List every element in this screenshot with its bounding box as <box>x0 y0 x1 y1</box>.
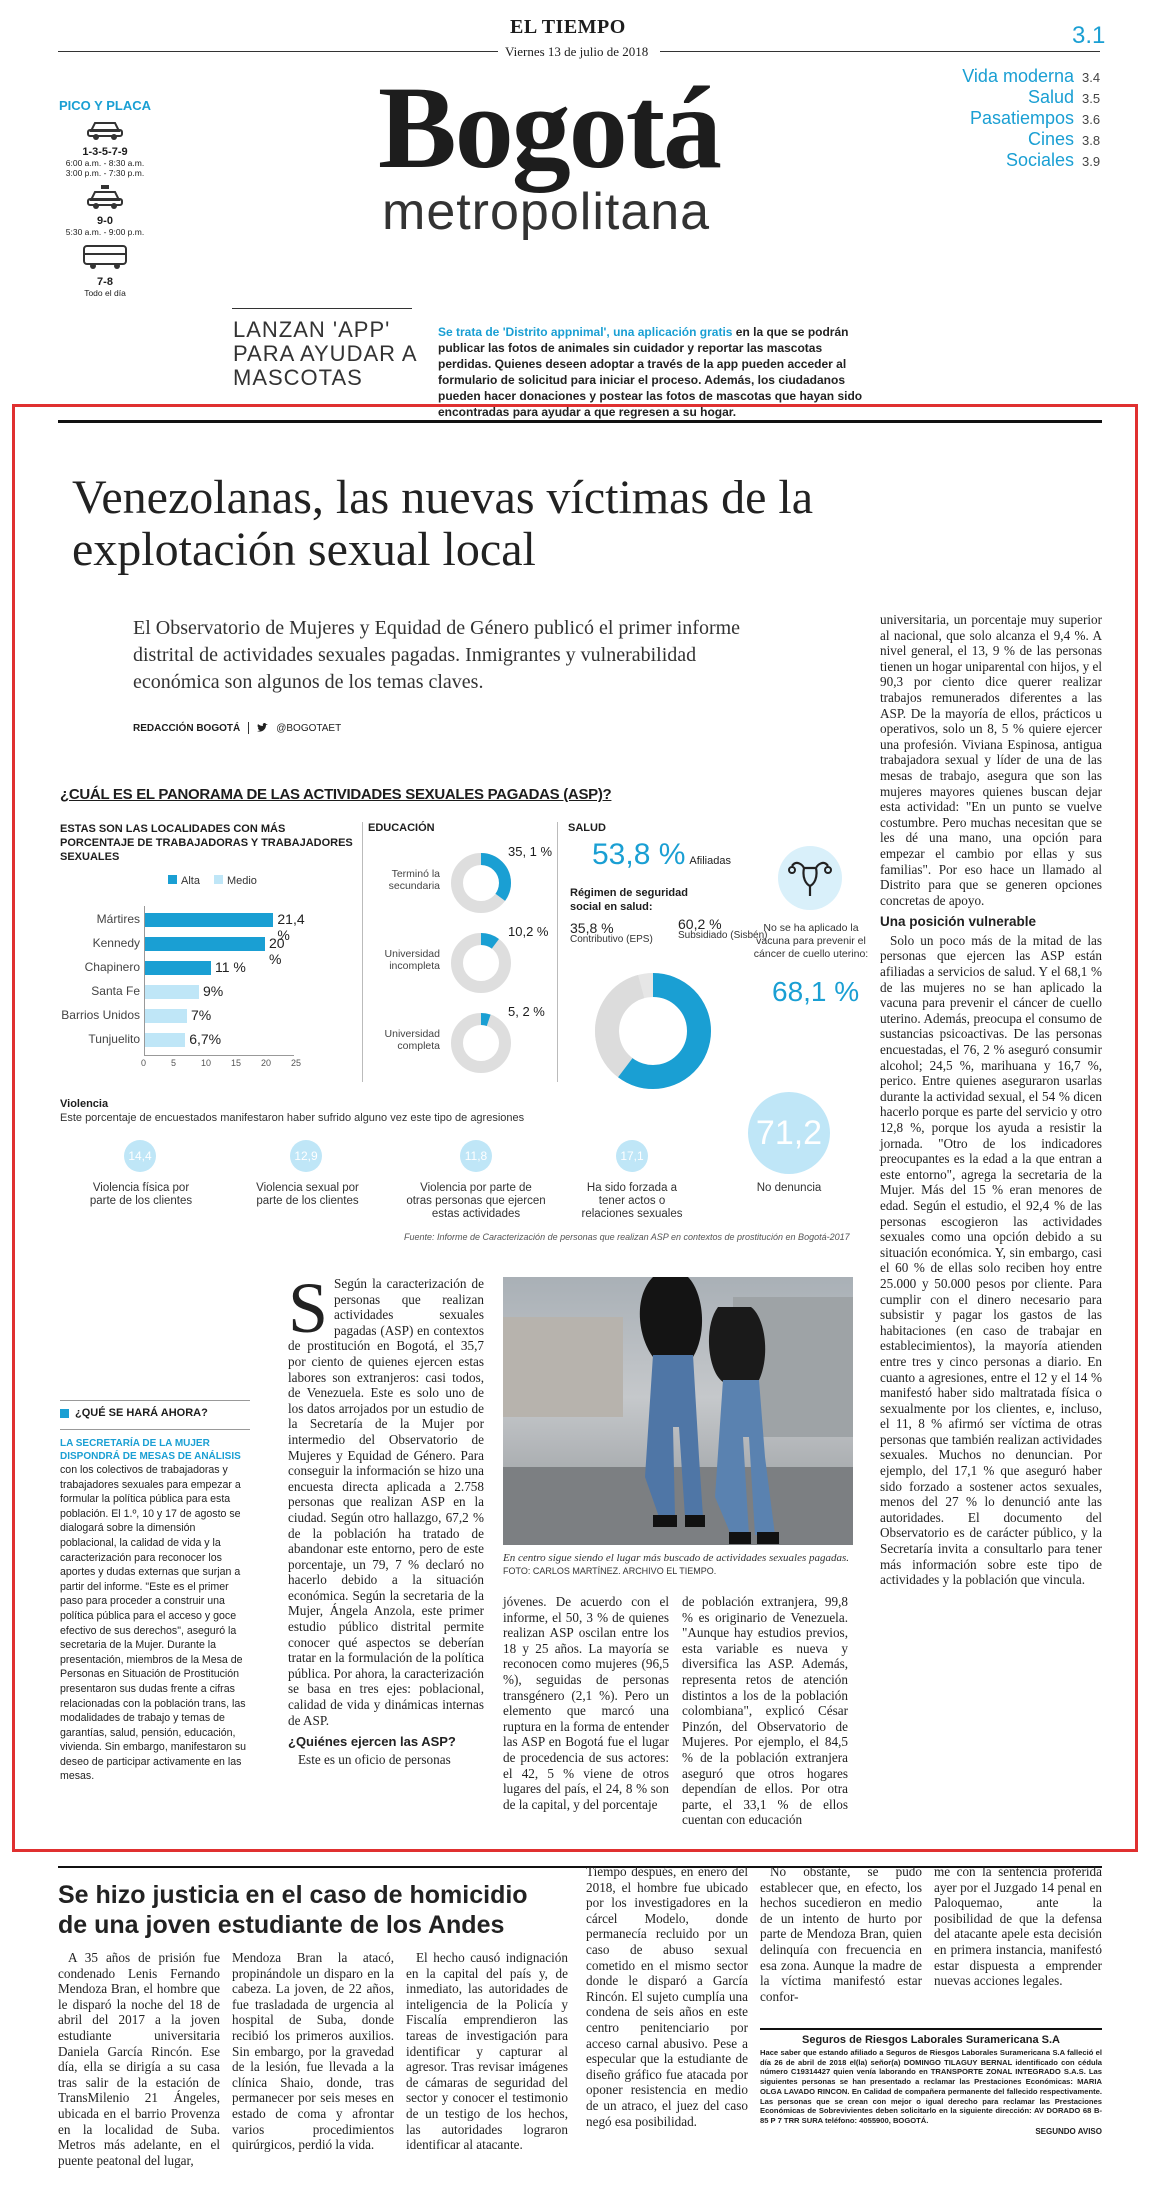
violence-circle <box>616 1140 648 1172</box>
index-item[interactable] <box>900 129 1110 150</box>
teaser-rest: en la que se podrán publicar las fotos de animales sin cuidador y reportar las mascotas perdidas. Quienes deseen adoptar a través de la app pueden acceder al formulario de solicitud para iniciar el proceso. Además, los ciudadanos pueden hacer donaciones y postear las fotos de mascotas que hayan sido encontradas para ayudar a que regresen a su hogar. <box>438 325 863 419</box>
violence-label: Violencia por parte de otras personas que ejercen estas actividades <box>406 1182 546 1220</box>
bar <box>145 937 265 951</box>
bus-hours: Todo el día <box>84 288 126 298</box>
contributivo-label: Contributivo (EPS) <box>570 934 653 945</box>
photo-credit: FOTO: CARLOS MARTÍNEZ. ARCHIVO EL TIEMPO. <box>503 1566 717 1576</box>
index-page: 3.5 <box>1082 91 1101 106</box>
sidebar-title: ¿QUÉ SE HARÁ AHORA? <box>75 1407 208 1419</box>
violence-label: No denuncia <box>756 1182 822 1194</box>
education-category-label: Universidad completa <box>384 1028 440 1052</box>
vacuna-value: 68,1 % <box>772 976 860 1007</box>
violence-value: 11,8 <box>464 1149 488 1163</box>
body-a2-text: Este es un oficio de personas <box>298 1751 451 1767</box>
bar-category-label: Tunjuelito <box>88 1032 140 1046</box>
violence-label: Violencia sexual por parte de los clientes <box>256 1182 359 1207</box>
taxi-plates: 9-0 <box>97 215 113 227</box>
story-col4-text: Tiempo después, en enero del 2018, el hombre fue ubicado por los investigadores en la cárcel Modelo, donde permanecía recluido por un caso de abuso sexual cometido en el mismo sector donde le disparó a García Rincón. El sujeto cumplía una condena de seis años en este centro penitenciario por acceso carnal abusivo. Pese a especular que la estudiante de diseño gráfico fue atacada por oponer resistencia en medio de un atraco, el juez del caso negó esa posibilidad. <box>586 1864 748 2129</box>
violencia-subtitle: Este porcentaje de encuestados manifestaron haber sufrido alguno vez este tipo de agresiones <box>60 1112 525 1124</box>
story-col2-text: Mendoza Bran la atacó, propinándole un disparo en la cabeza. La joven, de 22 años, fue trasladada de urgencia al hospital de Suba, donde recibió los primeros auxilios. Sin embargo, por la gravedad de la lesión, fue llevada a la clínica Shaio, donde, tras permanecer por seis meses en estado de coma y afrontar varios procedimientos quirúrgicos, perdió la vida. <box>232 1950 394 2153</box>
bar-value-label: 11 % <box>215 959 246 975</box>
index-item[interactable] <box>900 108 1110 129</box>
story-col6-text: me con la sentencia proferida ayer por el Juzgado 14 penal en Paloquemao, ante la posibilidad de que la defensa del atacante apele esta decisión en primera instancia, manifestó estar dispuesta a emprender nuevas acciones legales. <box>934 1864 1102 1989</box>
photo-caption <box>503 1552 853 1578</box>
infographic-title: ¿CUÁL ES EL PANORAMA DE LAS ACTIVIDADES SEXUALES PAGADAS (ASP)? <box>60 786 612 803</box>
donut-track <box>457 1019 505 1067</box>
body-d2-text: Solo un poco más de la mitad de las personas que ejercen las ASP están afiliadas a servicios de salud. Y el 68,1 % de las mujeres no se han aplicado la vacuna para prevenir el cáncer de cuello uterino. Además, preocupa el consumo de sustancias psicoactivas. De las personas encuestadas, el 76, 2 % aseguró consumir alcohol; 24,5 %, marihuana y 16,7 %, perico. Entre quienes aseguraron usarlas durante la actividad sexual, el 54 % dicen hacerlo porque es parte del servicio y otro 12,8 %, porque los ayuda a resistir la jornada. "Otro de los indicadores preocupantes es la edad a la que entran a este entorno", agrega la secretaria de la Mujer. Más del 15 % eran menores de edad. Según el estudio, el 92,4 % de las personas escogieron las actividades sexuales como una opción debido a su situación económica. Y, sin embargo, casi el 60 % de ellas solo reciben hoy entre 25.000 y 50.000 pesos por cliente. Para cumplir con el dinero necesario para subsistir y pagar los gastos de las habitaciones (en caso de trabajar en establecimientos), la mayoría atienden entre tres y cinco personas a diario. En cuanto a agresiones, entre el 12 y el 14 % manifestó haber sido maltratada física o sexualmente por los clientes, e, incluso, el 11, 8 % afirmó ser víctima de otras personas que también realizan actividades sexuales. Muchos no denuncian. Por ejemplo, del 17,1 % que aseguró haber sido forzado a sostener actos sexuales, menos del 27 % lo denunció ante las autoridades. El documento del Observatorio es de carácter público, y la Secretaría invita a consultarlo para tener más información sobre este tipo de actividades y la población que vincula. <box>880 932 1102 1588</box>
violence-circle <box>124 1140 156 1172</box>
taxi-icon <box>85 184 125 210</box>
bar-category-label: Barrios Unidos <box>61 1008 140 1022</box>
bar-value-label: 21,4 % <box>277 911 305 943</box>
bar-plot-area <box>144 906 305 1056</box>
bar <box>145 913 273 927</box>
bar-value-label: 20 % <box>269 935 285 967</box>
photo <box>503 1277 853 1545</box>
article-deck: El Observatorio de Mujeres y Equidad de Género publicó el primer informe distrital de actividades sexuales pagadas. Inmigrantes y vulnerabilidad económica son algunos de los temas claves. <box>133 617 741 693</box>
regimen-title: Régimen de seguridad social en salud: <box>570 887 688 913</box>
bar <box>145 961 211 975</box>
story-column-6 <box>934 1864 1102 1991</box>
x-tick-label: 10 <box>201 1058 212 1068</box>
education-category-label: Universidad incompleta <box>384 948 440 972</box>
second-story-headline: Se hizo justicia en el caso de homicidio de una joven estudiante de los Andes <box>58 1881 528 1939</box>
sidebar <box>60 1400 250 1784</box>
index-page: 3.8 <box>1082 133 1101 148</box>
legend-high-label: Alta <box>181 875 200 887</box>
subsidiado-label: Subsidiado (Sisbén) <box>678 930 768 941</box>
byline <box>133 722 341 734</box>
story-column-2 <box>232 1950 394 2155</box>
index-page: 3.9 <box>1082 154 1101 169</box>
sidebar-body: con los colectivos de trabajadoras y trabajadores sexuales para empezar a formular la política pública para esta población. El 1.º, 10 y 17 de agosto se dialogará sobre la dimensión poblacional, la calidad de vida y la caracterización para reconocer los aportes y dudas externas que surjan a partir del informe. "Este es el primer paso para proceder a construir una política pública para el acceso y goce efectivo de sus derechos", aseguró la secretaria de la Mujer. Durante la presentación, miembros de la Mesa de Personas en Situación de Prostitución presentaron sus dudas frente a cifras relacionadas con la población trans, las modalidades de trabajo y temas de garantías, salud, pensión, educación, vivienda. Sin embargo, manifestaron su deseo de participar activamente en las mesas. <box>60 1464 247 1783</box>
education-donut <box>448 1010 514 1076</box>
teaser-headline: LANZAN 'APP' PARA AYUDAR A MASCOTAS <box>233 317 417 390</box>
car-icon <box>85 117 125 141</box>
subhead-d: Una posición vulnerable <box>880 914 1037 930</box>
violence-label: Ha sido forzada a tener actos o relaciones sexuales <box>581 1182 683 1220</box>
afiliadas <box>592 838 731 872</box>
byline-handle: @BOGOTAET <box>276 722 342 734</box>
teaser-lead: Se trata de 'Distrito appnimal', una aplicación gratis <box>438 325 733 339</box>
paper-name: EL TIEMPO <box>510 16 626 38</box>
sidebar-lead: LA SECRETARÍA DE LA MUJER DISPONDRÁ DE MESAS DE ANÁLISIS <box>60 1429 250 1463</box>
infographic-source: Fuente: Informe de Caracterización de personas que realizan ASP en contextos de prostitución en Bogotá-2017 <box>404 1232 850 1242</box>
story-column-3 <box>406 1950 568 2155</box>
education-donuts <box>362 838 557 1078</box>
index-item[interactable] <box>900 150 1110 171</box>
index-label: Sociales <box>1005 150 1074 170</box>
salud-title: SALUD <box>568 822 606 834</box>
x-tick-label: 15 <box>231 1058 242 1068</box>
index-label: Salud <box>1027 87 1074 107</box>
page-number: 3.1 <box>1072 22 1106 49</box>
uterus-icon-bg <box>778 846 842 910</box>
x-tick-label: 5 <box>171 1058 177 1068</box>
body-column-a <box>288 1268 484 1767</box>
bar-value-label: 7% <box>191 1007 212 1023</box>
donut-track <box>457 939 505 987</box>
story-col1-text: A 35 años de prisión fue condenado Lenis Fernando Mendoza Bran, el hombre que le disparó la noche del 18 de abril del 2017 a la joven estudiante universitaria Daniela García Rincón. Ese día, ella se dirigía a su casa tras salir de la estación de TransMilenio 21 Ángeles, ubicada en el barrio Provenza en la localidad de Suba. Metros más adelante, en el puente peatonal del lugar, <box>58 1950 220 2168</box>
bar-category-label: Kennedy <box>92 936 140 950</box>
violence-value: 14,4 <box>128 1149 152 1163</box>
contributivo <box>570 922 660 946</box>
masthead-rule-right <box>660 51 1100 52</box>
x-tick-label: 20 <box>261 1058 272 1068</box>
legend-mid <box>214 875 257 887</box>
legend-mid-label: Medio <box>226 875 257 887</box>
violence-circle <box>460 1140 492 1172</box>
index-page: 3.4 <box>1082 70 1101 85</box>
pico-placa-box <box>50 98 160 298</box>
bar <box>145 1009 187 1023</box>
article-top-rule <box>58 420 1102 423</box>
index-label: Vida moderna <box>962 66 1074 86</box>
uterus-icon <box>788 858 832 898</box>
violence-circle <box>748 1092 830 1174</box>
subsidiado-value: 60,2 % <box>678 916 722 932</box>
section-subtitle: metropolitana <box>382 183 711 241</box>
story-col5-text: No obstante, se pudo establecer que, en efecto, los hechos sucedieron en medio de un intento de hurto por parte de Mendoza Bran, quien delinquía con frecuencia en esa zona. Aunque la madre de la víctima manifestó estar confor- <box>760 1864 922 2004</box>
bus-plates: 7-8 <box>97 276 113 288</box>
violence-value: 17,1 <box>620 1149 644 1163</box>
education-value-label: 5, 2 % <box>508 1004 545 1019</box>
bar-category-label: Chapinero <box>84 960 140 974</box>
masthead-rule-left <box>58 51 498 52</box>
teaser-rule <box>232 308 412 309</box>
twitter-icon <box>257 723 268 733</box>
localidades-title: ESTAS SON LAS LOCALIDADES CON MÁS PORCENTAJE DE TRABAJADORAS Y TRABAJADORES SEXUALES <box>60 823 353 863</box>
issue-date: Viernes 13 de julio de 2018 <box>505 44 649 59</box>
car-plates: 1-3-5-7-9 <box>82 146 128 158</box>
body-a-text: Según la caracterización de personas que realizan actividades sexuales pagadas (ASP) en contextos de prostitución en Bogotá, el 35,7 por ciento de quienes ejercen estas labores son extranjeros: casi todos, de Venezuela. Este es solo uno de los datos arrojados por un estudio de la Secretaría de la Mujer por intermedio del Observatorio de Mujeres y Equidad de Género. Para conseguir la información se hizo una encuesta directa aplicada a 2.758 personas que realizan ASP en la ciudad. Según otro hallazgo, 67,2 % de la población ha tratado de abandonar este entorno, pero de este porcentaje, un 79, 7 % declaró no hacerlo debido a la situación económica. Según la secretaria de la Mujer, Ángela Anzola, este primer estudio público distrital permite conocer qué aspectos se deberían tratar en la formulación de la política pública. Por ahora, la caracterización se basa en tres ejes: poblacional, calidad de vida y dinámicas internas de ASP. <box>288 1276 484 1728</box>
photo-caption-text: En centro sigue siendo el lugar más buscado de actividades sexuales pagadas. <box>503 1552 850 1564</box>
education-value-label: 10,2 % <box>508 924 549 939</box>
afiliadas-label: Afiliadas <box>689 855 731 867</box>
legend-high <box>168 875 200 887</box>
drop-cap: S <box>288 1268 329 1348</box>
regimen-donut <box>588 966 718 1096</box>
violence-value: 71,2 <box>755 1113 823 1152</box>
index-page: 3.6 <box>1082 112 1101 127</box>
body-d-text: universitaria, un porcentaje muy superior al nacional, que solo alcanza el 9,4 %. A nivel general, el 13, 9 % de las personas tienen un hogar uniparental con hijos, y el 90,3 por ciento dice querer realizar trabajos remunerados diferentes a las ASP. De la mayoría de ellos, prácticos u operativos, solo un 8, 5 % quiere ejercer una profesión. Viviana Espinosa, antigua trabajadora sexual y líder de una de las mesas de trabajo, asegura que son las mujeres mayores quienes buscan dejar esta actividad: "En un punto se vuelve costumbre. Pero muchas necesitan que se les dé una mano, una opción para empezar el cambio por ellas y sus familias". Por eso hace un llamado al Distrito para que se generen opciones concretas de apoyo. <box>880 612 1102 908</box>
body-c-text: de población extranjera, 99,8 % es originario de Venezuela. "Aunque hay estudios previos, esta variable es nueva y diversifica las ASP. Además, representa retos de atención distintos a los de la población colombiana", explicó César Pinzón, del Observatorio de Mujeres. Por ejemplo, el 84,5 % de la población extranjera aseguró que otros hogares dependían de ellos. Por otra parte, el 33,1 % de ellos cuentan con educación <box>682 1594 848 1828</box>
notice-body: Hace saber que estando afiliado a Seguros de Riesgos Laborales Suramericana S.A falleció el día 26 de abril de 2018 el(la) señor(a) DOMINGO TILAGUY BERNAL identificado con cédula número C19314427 quien venía laborando en TRANSPORTE ZONAL INTEGRADO S.A.S. Las siguientes personas se han presentado a reclamar las Prestaciones Económicas: MARIA OLGA LAVADO RINCON. En Calidad de compañera permanente del fallecido respectivamente. Las personas que se crean con mejor o igual derecho para reclamar las Prestaciones Económicas de Sobrevivientes deben solicitarlo en la siguiente dirección: AV DORADO 68 B-85 P 7 TRR SURA teléfono: 4055900, BOGOTÁ. <box>760 2048 1102 2125</box>
localidades-bar-chart <box>60 906 350 1076</box>
index-item[interactable] <box>900 66 1110 87</box>
article-headline: Venezolanas, las nuevas víctimas de la explotación sexual local <box>72 471 814 576</box>
bar <box>145 1033 185 1047</box>
bar-category-label: Mártires <box>96 912 140 926</box>
taxi-hours: 5:30 a.m. - 9:00 p.m. <box>65 227 145 237</box>
story-column-5 <box>760 1864 922 2006</box>
notice-footer: SEGUNDO AVISO <box>1035 2126 1102 2136</box>
bar-category-label: Santa Fe <box>91 984 140 998</box>
infographic-divider-2 <box>557 822 558 1082</box>
car-hours-2: 3:00 p.m. - 7:30 p.m. <box>65 168 145 178</box>
vacuna-text: No se ha aplicado la vacuna para prevenir el cáncer de cuello uterino: <box>753 922 869 960</box>
bar <box>145 985 199 999</box>
photo-illustration <box>503 1277 853 1545</box>
afiliadas-value: 53,8 % <box>592 838 686 871</box>
violence-label: Violencia física por parte de los clientes <box>89 1182 193 1207</box>
section-index <box>900 66 1110 171</box>
x-tick-label: 25 <box>291 1058 302 1068</box>
body-column-d <box>880 612 1102 1590</box>
byline-name: REDACCIÓN BOGOTÁ <box>133 722 241 734</box>
pico-placa-title: PICO Y PLACA <box>59 98 151 113</box>
sidebar-square-icon <box>60 1409 69 1418</box>
legal-notice <box>760 2028 1102 2136</box>
education-title: EDUCACIÓN <box>368 822 435 834</box>
education-category-label: Terminó la secundaria <box>388 868 440 892</box>
bar-value-label: 9% <box>203 983 224 999</box>
education-donut <box>448 930 514 996</box>
story-column-1 <box>58 1950 220 2170</box>
story-column-4 <box>586 1864 748 2131</box>
story-col3-text: El hecho causó indignación en la capital del país y, de inmediato, las autoridades de inteligencia de la Policía y Fiscalía emprendieron las tareas de investigación para identificar y capturar al agresor. Tras revisar imágenes de cámaras de seguridad del sector y conocer el testimonio de un testigo de los hechos, las autoridades lograron identificar al atacante. <box>406 1950 568 2153</box>
section-title: Bogotá <box>378 62 720 193</box>
body-column-b <box>503 1594 669 1814</box>
notice-title: Seguros de Riesgos Laborales Suramericana S.A <box>802 2034 1060 2046</box>
bar-value-label: 6,7% <box>189 1031 222 1047</box>
index-item[interactable] <box>900 87 1110 108</box>
violence-value: 12,9 <box>294 1149 318 1163</box>
body-column-c <box>682 1594 848 1830</box>
index-label: Pasatiempos <box>969 108 1074 128</box>
violence-circle <box>290 1140 322 1172</box>
education-donut <box>448 850 514 916</box>
violencia-title: Violencia <box>60 1098 109 1110</box>
x-tick-label: 0 <box>141 1058 147 1068</box>
body-b-text: jóvenes. De acuerdo con el informe, el 50, 3 % de quienes realizan ASP oscilan entre los 18 y 25 años. La mayoría se reconocen como mujeres (96,5 %), seguidas de personas transgénero (2,1 %). Pero un elemento que marcó una ruptura en la forma de entender las ASP en Bogotá fue el lugar de procedencia de sus actores: el 42, 5 % viene de otros lugares del país, el 24, 8 % son de la capital, y del porcentaje <box>503 1594 669 1812</box>
chart-legend <box>168 875 257 887</box>
education-value-label: 35, 1 % <box>508 844 553 859</box>
contributivo-value: 35,8 % <box>570 920 614 936</box>
bus-icon <box>81 243 129 271</box>
subhead-a: ¿Quiénes ejercen las ASP? <box>288 1734 456 1750</box>
car-hours-1: 6:00 a.m. - 8:30 a.m. <box>65 158 145 168</box>
index-label: Cines <box>1027 129 1074 149</box>
